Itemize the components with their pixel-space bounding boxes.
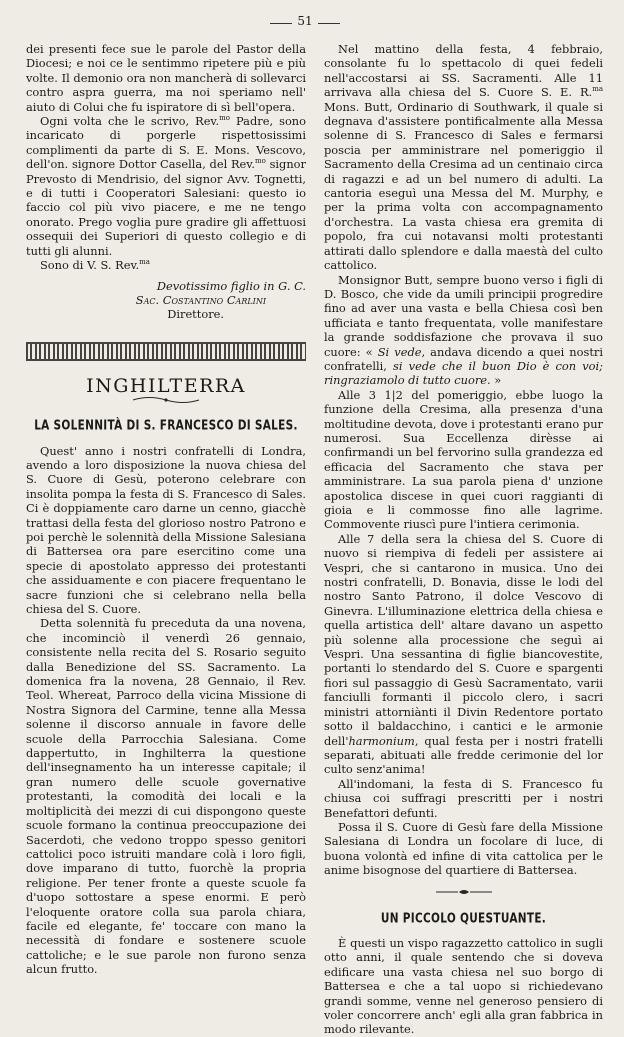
paragraph: dei presenti fece sue le parole del Pastor della Diocesi; e noi ce le sentimmo ripetere più e più volte. Il demonio ora non mancherà di sollevarci contro aspra guerra, ma noi speriamo nell' aiuto di Colui che fu ispiratore di sì bell'opera. xyxy=(26,42,306,114)
header-rule-right xyxy=(318,23,340,24)
superscript: ma xyxy=(139,258,150,267)
paragraph xyxy=(324,42,603,273)
paragraph: Alle 3 1|2 del pomeriggio, ebbe luogo la funzione della Cresima, alla presenza d'una moltitudine devota, dove i protestanti erano pur numerosi. Sua Eccellenza dirèsse ai confirmandi un bel fervorino sulla grandezza ed efficacia del Sacramento che stava per amministrare. La sua parola piena d' unzione apostolica discese in quei cuori raggianti di gioia e li commosse fino alle lagrime. Commovente riuscì pure l'intiera cerimonia. xyxy=(324,387,603,532)
paragraph xyxy=(324,273,603,388)
paragraph: È questi un vispo ragazzetto cattolico in sugli otto anni, il quale sentendo che si doveva edificare una vasta chiesa nel suo borgo di Battersea e che a tal uopo si richiedevano grandi somme, venne nel generoso pensiero di voler concorrere anch' egli alla gran fabbrica in modo rilevante. xyxy=(324,935,603,1037)
header-rule-left xyxy=(270,23,292,24)
paragraph xyxy=(26,114,306,258)
left-column xyxy=(26,42,306,977)
italic-run: si vede che il buon Dio è con voi; ringraziamolo di tutto cuore. xyxy=(324,358,604,388)
text-run: » xyxy=(490,373,502,388)
page-header xyxy=(0,12,624,32)
text-run: Mons. Butt, Ordinario di Southwark, il quale si degnava d'assistere pontificalmente alla Messa solenne di S. Francesco di Sales e fermarsi poscia per amministrare nel pomeriggio il Sacramento della Cresima ad un centinaio circa di ragazzi e ad un bel numero di adulti. La cantoria eseguì una Messa del M. Murphy, e per la prima volta con accompagnamento d'orchestra. La vasta chiesa era gremita di popolo, fra cui notavansi molti protestanti attirati dallo splendore e dalla maestà del culto cattolico. xyxy=(324,99,603,273)
superscript: ma xyxy=(592,85,603,94)
page-number: 51 xyxy=(297,14,313,28)
paragraph xyxy=(324,532,603,777)
text-run: Sono di V. S. Rev. xyxy=(40,258,140,273)
signature-line: Devotissimo figlio in G. C. xyxy=(156,278,306,293)
text-run: Monsignor Butt, sempre buono verso i figli di D. Bosco, che vide da umili principii progredire fino ad aver una vasta e bella Chiesa così ben ufficiata e tanto frequentata, volle manifestare la grande soddisfazione che provava il suo cuore: « xyxy=(324,272,603,359)
paragraph: Detta solennità fu preceduta da una novena, che incominciò il venerdì 26 gennaio, consistente nella recita del S. Rosario seguito dalla Benedizione del SS. Sacramento. La domenica fra la novena, 28 Gennaio, il Rev. Teol. Whereat, Parroco della vicina Missione di Nostra Signora del Carmine, tenne alla Messa solenne il discorso annuale in favore delle scuole della Parrocchia Salesiana. Come dappertutto, in Inghilterra la questione dell'insegnamento ha un interesse capitale; il gran numero delle scuole governative protestanti, la comodità dei locali e la moltiplicità dei mezzi di cui dispongono queste scuole formano la continua preoccupazione dei Sacerdoti, che vedono troppo spesso genitori cattolici poco istruiti mandare colà i loro figli, dove imparano di tutto, fuorchè la propria religione. Per tener fronte a queste scuole fa d'uopo sottostare a spese enormi. E però l'eloquente oratore colla sua parola chiara, facile ed elegante, fe' toccare con mano la necessità di fondare e sostenere scuole cattoliche; e le sue parole non furono senza alcun frutto. xyxy=(26,616,306,977)
signature-title: Direttore. xyxy=(167,307,224,322)
separator-ornament xyxy=(434,888,494,896)
signature-name: Sac. Costantino Carlini xyxy=(135,292,266,307)
article-title: UN PICCOLO QUESTUANTE. xyxy=(380,911,547,927)
italic-run: harmonium xyxy=(348,733,415,748)
paragraph: Quest' anno i nostri confratelli di Londra, avendo a loro disposizione la nuova chiesa del S. Cuore di Gesù, poterono celebrare con insolita pompa la festa di S. Francesco di Sales. Ci è doppiamente caro darne un cenno, giacchè trattasi della festa del glorioso nostro Patrono e poi perchè le solennità della Missione Salesiana di Battersea ora pare esercitino come una specie di apostolato appresso dei protestanti che assiduamente e con piacere frequentano le sacre funzioni che si celebrano nella bella chiesa del S. Cuore. xyxy=(26,443,306,616)
text-run: Alle 7 della sera la chiesa del S. Cuore di nuovo si riempiva di fedeli per assistere ai Vespri, che si cantarono in musica. Uno dei nostri confratelli, D. Bonavia, disse le lodi del nostro Santo Patrono, il dolce Vescovo di Ginevra. L'illuminazione elettrica della chiesa e quella artistica dell' altare davano un aspetto più solenne alla processione che seguì ai Vespri. Una sessantina di figlie biancovestite, portanti lo stendardo del S. Cuore e spargenti fiori sul passaggio di Gesù Sacramentato, varii fanciulli formanti il piccolo clero, i sacri ministri attorniànti il Divin Redentore portato sotto il baldacchino, i cantici e le armonie dell' xyxy=(324,531,603,748)
text-run: Padre, sono incaricato di porgerle rispettosissimi complimenti da parte di S. E. Mons. Vescovo, dell'on. signore Dottor Casella, del Rev. xyxy=(26,114,306,172)
paragraph: Possa il S. Cuore di Gesù fare della Missione Salesiana di Londra un focolare di luce, di buona volontà ed infine di vita cattolica per le anime bisognose del quartiere di Battersea. xyxy=(324,819,603,878)
paragraph: All'indomani, la festa di S. Francesco fu chiusa coi suffragi prescritti per i nostri Benefattori defunti. xyxy=(324,776,603,820)
text-run: , andava dicendo a quei nostri confratelli, xyxy=(324,344,603,373)
right-column xyxy=(324,42,603,1037)
section-heading: INGHILTERRA xyxy=(86,374,246,397)
superscript: mo xyxy=(219,114,230,123)
text-run: Nel mattino della festa, 4 febbraio, consolante fu lo spettacolo di quei fedeli nell'accostarsi ai SS. Sacramenti. Alle 11 arrivava alla chiesa del S. Cuore S. E. R. xyxy=(324,42,603,100)
text-run: , qual festa per i nostri fratelli separati, abituati alle fredde cerimonie del lor culto senz'anima! xyxy=(324,733,603,777)
closing-line xyxy=(26,258,306,272)
superscript: mo xyxy=(254,157,266,166)
text-run: Ogni volta che le scrivo, Rev. xyxy=(40,114,220,129)
decorative-frieze xyxy=(26,342,306,361)
text-run: signor Prevosto di Mendrisio, del signor Avv. Tognetti, e di tutti i Cooperatori Salesiani: questo io faccio col più vivo piacere, e me ne tengo onorato. Prego voglia pure gradire gli affettuosi ossequii dei Superiori di questo collegio e di tutti gli alunni. xyxy=(26,157,306,258)
italic-run: Si vede xyxy=(377,344,422,359)
article-title: LA SOLENNITÀ DI S. FRANCESCO DI SALES. xyxy=(34,418,298,434)
